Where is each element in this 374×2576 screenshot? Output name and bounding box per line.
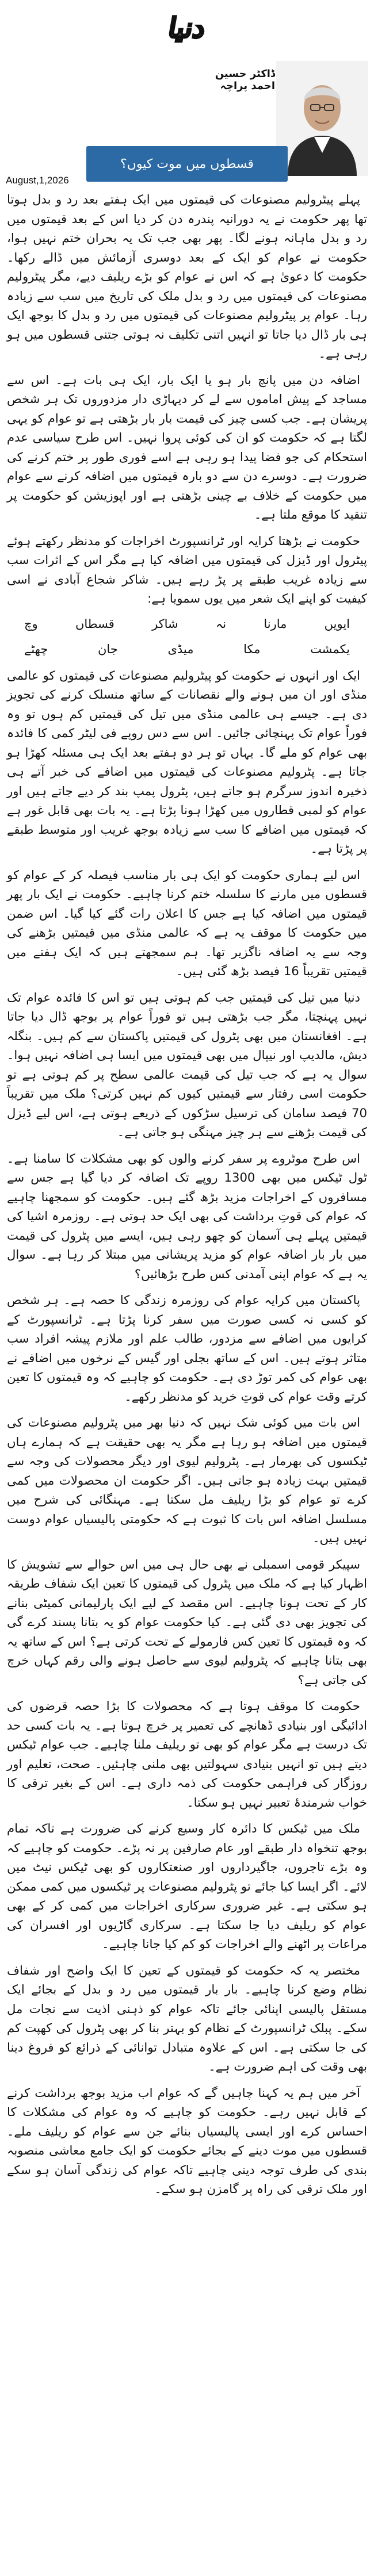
poem-word: شاکر bbox=[152, 616, 178, 631]
article-paragraph: پاکستان میں کرایہ عوام کی روزمرہ زندگی کا حصہ ہے۔ ہر شخص کو کسی نہ کسی صورت میں سفر کرنا پڑتا ہے۔ ٹرانسپورٹ کے کرایوں میں اضافے سے مزدور، طالب علم اور ملازم پیشہ افراد سب متاثر ہوتے ہیں۔ اس کے ساتھ بجلی اور گیس کے نرخوں میں اضافے نے بھی عوام کی کمر توڑ دی ہے۔ حکومت کو چاہیے کہ وہ قیمتوں کا تعین کرتے وقت عوام کی قوتِ خرید کو مدنظر رکھے۔ bbox=[7, 1293, 367, 1404]
poem-word: نہ bbox=[215, 616, 227, 631]
article-paragraph: اس لیے ہماری حکومت کو ایک ہی بار مناسب فیصلہ کر کے عوام کو قسطوں میں مارنے کا سلسلہ ختم کرنا چاہیے۔ حکومت نے ایک بار پھر قیمتوں میں اضافہ کیا ہے جس کا اعلان رات گئے کیا گیا۔ اس ضمن میں حکومت کا موقف یہ ہے کہ عالمی منڈی میں قیمتیں بڑھنے کی وجہ سے یہ اضافہ ناگزیر تھا۔ ہم سمجھتے ہیں کہ ایک ہفتے میں قیمتیں تقریباً 16 فیصد بڑھ گئی ہیں۔ bbox=[7, 867, 367, 978]
article-paragraph: ملک میں ٹیکس کا دائرہ کار وسیع کرنے کی ضرورت ہے تاکہ تمام بوجھ تنخواہ دار طبقے اور عام صارفین پر نہ پڑے۔ حکومت کو چاہیے کہ وہ بڑے تاجروں، جاگیرداروں اور صنعتکاروں کو بھی ٹیکس نیٹ میں لائے۔ اگر ایسا کیا جائے تو پٹرولیم مصنوعات پر ٹیکسوں میں کمی ممکن ہو سکتی ہے۔ غیر ضروری سرکاری اخراجات میں کمی کر کے بھی عوام کو ریلیف دیا جا سکتا ہے۔ سرکاری گاڑیوں اور افسران کی مراعات پر اٹھنے والے اخراجات کو کم کیا جانا چاہیے۔ bbox=[7, 1821, 367, 1951]
poem-line-1 bbox=[24, 615, 350, 632]
author-portrait-icon bbox=[276, 61, 368, 176]
poem-word: میڈی bbox=[167, 642, 194, 656]
column-header bbox=[0, 60, 374, 184]
poem-word: چھٹے bbox=[24, 642, 48, 656]
poem-word: جان bbox=[97, 642, 118, 656]
masthead bbox=[0, 0, 374, 55]
logo-text: دنیا bbox=[166, 12, 208, 44]
article-paragraph: اس بات میں کوئی شک نہیں کہ دنیا بھر میں پٹرولیم مصنوعات کی قیمتوں میں اضافہ ہو رہا ہے مگر یہ بھی حقیقت ہے کہ ہمارے ہاں ٹیکسوں کی بھرمار ہے۔ پٹرولیم لیوی اور دیگر محصولات کی وجہ سے قیمتیں بہت زیادہ ہو جاتی ہیں۔ اگر حکومت ان محصولات میں کمی کرے تو عوام کو بڑا ریلیف مل سکتا ہے۔ مہنگائی کی شرح میں مسلسل اضافہ اس بات کا ثبوت ہے کہ حکومتی پالیسیاں عوام دوست نہیں ہیں۔ bbox=[7, 1415, 367, 1545]
poem-word: مکا bbox=[243, 642, 261, 656]
article-paragraph: پہلے پیٹرولیم مصنوعات کی قیمتوں میں ایک ہفتے بعد رد و بدل ہوتا تھا پھر حکومت نے یہ دورانیہ پندرہ دن کر دیا اس کے بعد قیمتوں میں رد و بدل ماہانہ ہونے لگا۔ پھر بھی جب تک یہ بحران ختم نہیں ہوا، حکومت نے عوام کو ایک کے بعد دوسری آزمائش میں ڈالے رکھا۔ حکومت کا دعویٰ ہے کہ اس نے عوام کو بڑے ریلیف دیے، مگر پیٹرولیم مصنوعات کی قیمتوں میں رد و بدل ملک کی تاریخ میں سب سے زیادہ رہا۔ عوام پر پیٹرولیم مصنوعات کی قیمتوں میں رد و بدل کا بوجھ ایک ہی بار ڈال دیا جاتا تو انہیں اتنی تکلیف نہ ہوتی جتنی قسطوں میں ہو رہی ہے۔ bbox=[7, 192, 367, 361]
article-paragraph: دنیا میں تیل کی قیمتیں جب کم ہوتی ہیں تو اس کا فائدہ عوام تک نہیں پہنچتا، مگر جب بڑھتی ہیں تو فوراً عوام پر بوجھ ڈال دیا جاتا ہے۔ افغانستان میں بھی پٹرول کی قیمتیں پاکستان سے کم ہیں۔ بنگلہ دیش، مالدیپ اور نیپال میں بھی قیمتوں میں ایسا ہی اضافہ نہیں ہوا۔ سوال یہ ہے کہ جب تیل کی قیمت عالمی سطح پر کم ہوتی ہے تو حکومت اسی رفتار سے قیمتیں کیوں کم نہیں کرتی؟ ملک میں تقریباً 70 فیصد سامان کی ترسیل سڑکوں کے ذریعے ہوتی ہے، اس لیے ڈیزل کی قیمت بڑھنے سے ہر چیز مہنگی ہو جاتی ہے۔ bbox=[7, 990, 367, 1139]
article-paragraph: مختصر یہ کہ حکومت کو قیمتوں کے تعین کا ایک واضح اور شفاف نظام وضع کرنا چاہیے۔ بار بار قیمتوں میں رد و بدل کے بجائے ایک مستقل پالیسی اپنائی جائے تاکہ عوام کو ذہنی اذیت سے نجات مل سکے۔ پبلک ٹرانسپورٹ کے نظام کو بہتر بنا کر بھی پٹرول کی کھپت کم کی جا سکتی ہے۔ اس کے علاوہ متبادل توانائی کے ذرائع کو فروغ دینا بھی وقت کی اہم ضرورت ہے۔ bbox=[7, 1962, 367, 2073]
article-paragraph: اس طرح موٹروے پر سفر کرنے والوں کو بھی مشکلات کا سامنا ہے۔ ٹول ٹیکس میں بھی 1300 روپے تک اضافہ کر دیا گیا ہے جس سے مسافروں کے اخراجات مزید بڑھ گئے ہیں۔ حکومت کو سمجھنا چاہیے کہ عوام کی قوتِ برداشت کی بھی ایک حد ہوتی ہے۔ روزمرہ اشیا کی قیمتیں پہلے ہی آسمان کو چھو رہی ہیں، ایسے میں پٹرول کی قیمت میں بار بار اضافہ عوام کو مزید پریشانی میں مبتلا کر رہا ہے۔ سوال یہ ہے کہ عوام اپنی آمدنی کس طرح بڑھائیں؟ bbox=[7, 1151, 368, 1281]
poem-word: ایویں bbox=[324, 616, 350, 631]
publication-date: August,1,2026 bbox=[6, 175, 69, 186]
article-paragraph: آخر میں ہم یہ کہنا چاہیں گے کہ عوام اب مزید بوجھ برداشت کرنے کے قابل نہیں رہے۔ حکومت کو چاہیے کہ وہ عوام کی مشکلات کا احساس کرے اور ایسی پالیسیاں بنائے جن سے عوام کو ریلیف ملے۔ قسطوں میں موت دینے کے بجائے حکومت کو ایک جامع معاشی منصوبہ بندی کی طرف توجہ دینی چاہیے تاکہ عوام کی زندگی آسان ہو سکے اور ملک ترقی کی راہ پر گامزن ہو سکے۔ bbox=[7, 2085, 367, 2196]
article-paragraph: حکومت کا موقف ہوتا ہے کہ محصولات کا بڑا حصہ قرضوں کی ادائیگی اور بنیادی ڈھانچے کی تعمیر پر خرچ ہوتا ہے۔ یہ بات کسی حد تک درست ہے مگر عوام کو بھی تو ریلیف ملنا چاہیے۔ جب عوام ٹیکس دیتے ہیں تو انہیں بنیادی سہولتیں بھی ملنی چاہئیں۔ صحت، تعلیم اور روزگار کی فراہمی حکومت کی ذمہ داری ہے۔ اس کے بغیر ترقی کا خواب شرمندۂ تعبیر نہیں ہو سکتا۔ bbox=[7, 1699, 367, 1810]
poem-word: قسطاں bbox=[75, 616, 115, 631]
poem-word: وچ bbox=[24, 616, 38, 631]
author-photo bbox=[276, 61, 368, 176]
poem-word: مارنا bbox=[264, 616, 287, 631]
article-paragraph: سپیکر قومی اسمبلی نے بھی حال ہی میں اس حوالے سے تشویش کا اظہار کیا ہے کہ ملک میں پٹرول کی قیمتوں کا تعین ایک شفاف طریقہ کار کے تحت ہونا چاہیے۔ اس مقصد کے لیے ایک پارلیمانی کمیٹی بنانے کی تجویز بھی دی گئی ہے۔ کیا حکومت عوام کو یہ بتانا پسند کرے گی کہ وہ قیمتوں کا تعین کس فارمولے کے تحت کرتی ہے؟ اس کے ساتھ یہ بھی بتانا چاہیے کہ پٹرولیم لیوی سے حاصل ہونے والی رقم کہاں خرچ کی جاتی ہے؟ bbox=[7, 1557, 367, 1687]
author-name: ڈاکٹر حسین احمد پراچہ bbox=[215, 68, 275, 92]
article-paragraph: ایک اور انہوں نے حکومت کو پیٹرولیم مصنوعات کی قیمتوں کو عالمی منڈی اور ان میں ہونے والے نقصانات کے ساتھ منسلک کرنے کی تجویز دی ہے۔ جیسے ہی عالمی منڈی میں تیل کی قیمتیں کم ہوں تو وہ فوراً عوام تک پہنچائی جائیں۔ اس سے دس روپے فی لیٹر کمی کا فائدہ بھی عوام کو ملے گا۔ یہاں تو ہر دو ہفتے بعد ایک ہی مسئلہ کھڑا ہو جاتا ہے۔ پٹرولیم مصنوعات کی قیمتوں میں اضافے کی خبر آتے ہی ذخیرہ اندوز سرگرم ہو جاتے ہیں، پٹرول پمپ بند کر دیے جاتے ہیں اور عوام کو لمبی قطاروں میں کھڑا ہونا پڑتا ہے۔ یہ بات بھی قابل غور ہے کہ قیمتوں میں اضافے کا سب سے زیادہ بوجھ غریب اور متوسط طبقے پر پڑتا ہے۔ bbox=[7, 668, 367, 856]
column-title-banner bbox=[86, 146, 288, 182]
article-paragraph: حکومت نے بڑھتا کرایہ اور ٹرانسپورٹ اخراجات کو مدنظر رکھتے ہوئے پیٹرول اور ڈیزل کی قیمتوں میں اضافہ کیا ہے مگر اس کے اثرات سب سے زیادہ غریب طبقے پر پڑ رہے ہیں۔ شاکر شجاع آبادی نے اسی کیفیت کو اپنے ایک شعر میں یوں سمویا ہے: bbox=[7, 533, 367, 605]
article-paragraph: اضافہ دن میں پانچ بار ہو یا ایک بار، ایک ہی بات ہے۔ اس سے مساجد کے پیش اماموں سے لے کر دیہاڑی دار مزدوروں تک ہر شخص پریشان ہے۔ جب کسی چیز کی قیمت بار بار بڑھتی ہے تو عوام کو یہی لگتا ہے کہ حکومت کو ان کی کوئی پروا نہیں۔ اس طرح سیاسی عدم استحکام کی جو فضا پیدا ہو رہی ہے اسے فوری طور پر ختم کرنے کی ضرورت ہے۔ دوسرے دن سے دو بارہ قیمتوں میں اضافہ کرنے سے عوام میں حکومت کے خلاف بے چینی بڑھتی ہے اور اپوزیشن کو حکومت پر تنقید کا موقع ملتا ہے۔ bbox=[7, 372, 367, 522]
article-body bbox=[7, 190, 367, 2206]
column-title: قسطوں میں موت کیوں؟ bbox=[120, 156, 254, 171]
newspaper-logo bbox=[158, 5, 216, 52]
poem-line-2 bbox=[24, 641, 350, 658]
poem-word: یکمشت bbox=[310, 642, 350, 656]
